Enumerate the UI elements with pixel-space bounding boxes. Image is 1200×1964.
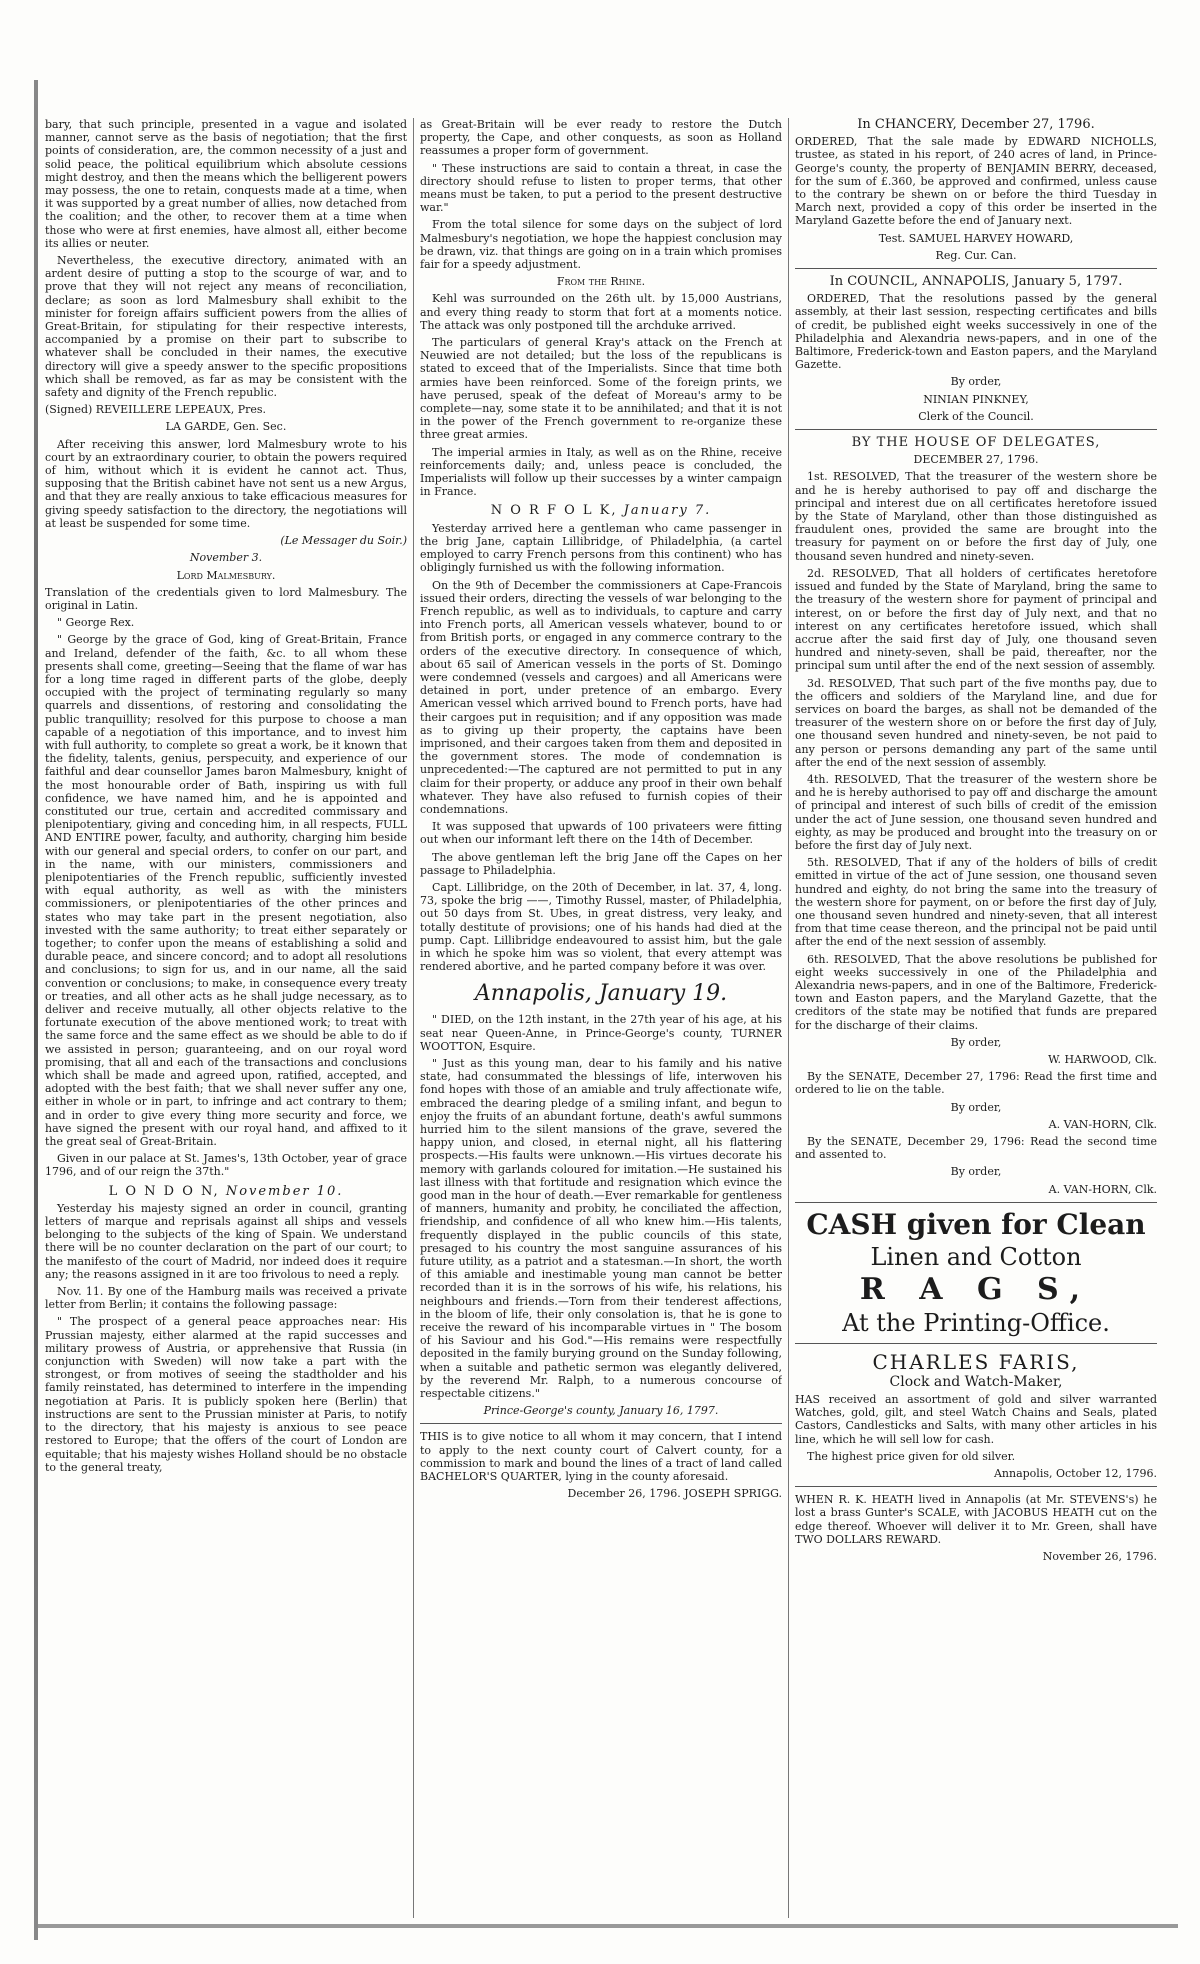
- faris-ad-text: HAS received an assortment of gold and silver warranted Watches, gold, gilt, and steel Watch Chains and Seals, plated Castors, Candlesticks and Salts, with many other articles in his line, which he will sell low for cash.: [795, 1393, 1157, 1446]
- col2-paragraph: On the 9th of December the commissioners at Cape-Francois issued their orders, directing the vessels of war belonging to the French republic, as well as to individuals, to capture and carry into French ports, all American vessels whatever, bound to or from British ports, or engaged in any commerce contrary to the orders of the executive directory. In consequence of which, about 65 sail of American vessels in the ports of St. Domingo were condemned (vessels and cargoes) and all Americans were detained in port, under pretence of an embargo. Every American vessel which arrived bound to French ports, have had their cargoes put in requisition; and if any opposition was made as to giving up their property, the captains have been imprisoned, and their cargoes taken from them and deposited in the government stores. The mode of condemnation is unprecedented:—The captured are not permitted to put in any claim for their property, or adduce any proof in their own behalf whatever. They have also refused to furnish copies of their condemnations.: [420, 578, 782, 816]
- col1-paragraph: " George Rex.: [57, 616, 135, 630]
- column-3: [795, 118, 1157, 1918]
- section-heading: From the Rhine.: [556, 275, 646, 289]
- divider: [795, 429, 1157, 430]
- col1-paragraph: " The prospect of a general peace approaches near: His Prussian majesty, either alarmed at the rapid successes and military prowess of Austria, or apprehensive that Russia (in conjunction with Sweden) will now take a part with the strongest, or from motives of seeing the stadtholder and his family reinstated, has determined to interfere in the impending negotiation at Paris. It is publicly spoken here (Berlin) that instructions are sent to the Prussian minister at Paris, to notify to the directory, that his majesty is anxious to see peace restored to Europe; that the offers of the court of London are equitable; that his majesty wishes Holland should be no obstacle to the general treaty,: [45, 1315, 407, 1474]
- harwood-signature: W. HARWOOD, Clk.: [1048, 1053, 1157, 1066]
- chancery-signature: Test. SAMUEL HARVEY HOWARD,: [878, 231, 1074, 245]
- col2-paragraph: The imperial armies in Italy, as well as on the Rhine, receive reinforcements daily; and, unless peace is concluded, the Imperialists will follow up their successes by a winter campaign in France.: [420, 445, 782, 499]
- resolution: 2d. RESOLVED, That all holders of certificates heretofore issued and funded by the State of Maryland, bring the same to the treasury of the western shore for payment of principal and interest, on or before the first day of July next, and that no interest on any certificates heretofore issued, which shall accrue after the said first day of July, one thousand seven hundred and ninety-seven, shall be paid, thereafter, nor the principal sum until after the end of the next session of assembly.: [795, 566, 1157, 673]
- col1-paragraph: bary, that such principle, presented in a vague and isolated manner, cannot serve as the basis of negotiation; that the first points of consideration, are, the common necessity of a just and solid peace, the political equilibrium which absolute cessions might destroy, and then the means which the belligerent powers may possess, the one to retain, conquests made at a time, when it was supported by a great number of allies, now detached from the coalition; and the other, to recover them at a time when those who were at first enemies, have almost all, either become its allies or neuter.: [45, 118, 407, 250]
- faris-ad-text: The highest price given for old silver.: [807, 1449, 1016, 1463]
- col1-paragraph: Yesterday his majesty signed an order in council, granting letters of marque and reprisals against all ships and vessels belonging to the subjects of the king of Spain. We understand there will be no counter declaration on the part of our court; to the manifesto of the court of Madrid, nor indeed does it require any; the reasons assigned in it are too frivolous to need a reply.: [45, 1201, 407, 1281]
- by-order: By order,: [950, 1165, 1002, 1179]
- source-credit: (Le Messager du Soir.): [280, 534, 407, 548]
- dateline: November 3.: [189, 551, 263, 565]
- col2-paragraph: Yesterday arrived here a gentleman who came passenger in the brig Jane, captain Lillibridge, of Philadelphia, (a cartel employed to carry French persons from this continent) who has obligingly furnished us with the following information.: [420, 521, 782, 575]
- rags-ad-line-4: At the Printing-Office.: [842, 1308, 1110, 1337]
- resolution: 3d. RESOLVED, That such part of the five months pay, due to the officers and soldiers of the Maryland line, and due for services on board the barges, as shall not be demanded of the treasurer of the western shore on or before the first day of July, one thousand seven hundred and ninety-seven, be not paid to any person or persons demanding any part of the same until after the end of the next session of assembly.: [795, 676, 1157, 769]
- divider: [420, 1423, 782, 1424]
- scan-bottom-edge: [38, 1924, 1178, 1928]
- rags-ad-line-1: CASH given for Clean: [806, 1207, 1146, 1241]
- col1-paragraph: After receiving this answer, lord Malmesbury wrote to his court by an extraordinary courier, to obtain the powers required of him, without which it is evident he cannot act. Thus, supposing that the British cabinet have not sent us a new Argus, and that they are really anxious to take efficacious measures for giving speedy satisfaction to the directory, the negotiations will at least be suspended for some time.: [45, 437, 407, 530]
- notice-paragraph: THIS is to give notice to all whom it may concern, that I intend to apply to the next county court of Calvert county, for a commission to mark and bound the lines of a tract of land called BACHELOR'S QUARTER, lying in the county aforesaid.: [420, 1430, 782, 1484]
- heading-date: January 7.: [623, 503, 712, 519]
- col2-paragraph: From the total silence for some days on the subject of lord Malmesbury's negotiation, we hope the happiest conclusion may be drawn, viz. that things are going on in a train which promises fair for a speedy adjustment.: [420, 218, 782, 272]
- section-heading-london: [45, 1185, 407, 1198]
- obituary-place: Prince-George's county, January 16, 1797.: [483, 1404, 719, 1418]
- vanhorn-signature: A. VAN-HORN, Clk.: [1048, 1117, 1157, 1131]
- scan-left-edge: [34, 80, 38, 1940]
- col1-paragraph: " George by the grace of God, king of Great-Britain, France and Ireland, defender of the faith, &c. to all whom these presents shall come, greeting—Seeing that the flame of war has for a long time raged in different parts of the globe, deeply occupied with the project of terminating regularly so many quarrels and dissentions, of restoring and consolidating the public tranquillity; resolved for this purpose to choose a man capable of a negotiation of this importance, and to invest him with full authority, to complete so great a work, be it known that the fidelity, talents, genius, perspecuity, and experience of our faithful and dear counsellor James baron Malmesbury, knight of the most honourable order of Bath, inspiring us with full confidence, we have named him, and he is appointed and constituted our true, certain and accredited commissary and plenipotentiary, giving and conceding him, in all respects, FULL AND ENTIRE power, faculty, and authority, charging him beside with our general and special orders, to confer on our part, and in the name, with our ministers, commissioners and plenipotentiaries of the French republic, sufficiently invested with equal authority, as well as with the ministers commissioners, or plenipotentiaries of the other princes and states who may take part in the present negotiation, also invested with the same authority; to treat either separately or together; to confer upon the means of establishing a solid and durable peace, and sincere concord; and to adopt all resolutions and conclusions; to sign for us, and in our name, all the said convention or conclusions; to make, in consequence every treaty or treaties, and all other acts as he shall judge necessary, as to deliver and receive mutually, all other objects relative to the fortunate execution of the above mentioned work; to treat with the same force and the same effect as we should be able to do if we assisted in person; guaranteeing, and on our royal word promising, that all and each of the transactions and conclusions which shall be made and agreed upon, ratified, accepted, and adopted with the best faith; that we shall never suffer any one, either in whole or in part, to infringe and act contrary to them; and in order to give every thing more security and force, we have signed the present with our royal hand, and affixed to it the great seal of Great-Britain.: [45, 633, 407, 1149]
- chancery-title: Reg. Cur. Can.: [935, 248, 1017, 262]
- signature: LA GARDE, Gen. Sec.: [165, 420, 287, 434]
- chancery-heading: In CHANCERY, December 27, 1796.: [857, 118, 1095, 132]
- divider: [795, 1202, 1157, 1203]
- rags-ad-line-3: R A G S,: [859, 1271, 1093, 1307]
- faris-ad-date: Annapolis, October 12, 1796.: [993, 1467, 1157, 1481]
- senate-note: By the SENATE, December 27, 1796: Read the first time and ordered to lie on the table.: [795, 1070, 1157, 1097]
- resolution: 5th. RESOLVED, That if any of the holders of bills of credit emitted in virtue of the act of June session, one thousand seven hundred and eighty, do not bring the same into the treasury of the western shore for payment, on or before the first day of July, one thousand seven hundred and ninety-seven, that all interest from that time cease thereon, and the principal not be paid until after the end of the next session of assembly.: [795, 856, 1157, 949]
- column-2: [420, 118, 782, 1918]
- section-heading-norfolk: [420, 504, 782, 517]
- heading-text: N O R F O L K,: [490, 503, 618, 519]
- annapolis-dateline: Annapolis, January 19.: [474, 981, 728, 1007]
- col2-paragraph: as Great-Britain will be ever ready to restore the Dutch property, the Cape, and other conquests, as soon as Holland reassumes a proper form of government.: [420, 118, 782, 158]
- council-title: Clerk of the Council.: [918, 409, 1034, 423]
- house-heading: BY THE HOUSE OF DELEGATES,: [851, 435, 1101, 451]
- col2-paragraph: The particulars of general Kray's attack on the French at Neuwied are not detailed; but the loss of the republicans is stated to exceed that of the Imperialists. Since that time both armies have been reinforced. Some of the foreign prints, we have perused, speak of the defeat of Moreau's army to be complete—nay, some state it to be annihilated; and that it is not in the power of the French government to re-organize these three great armies.: [420, 336, 782, 442]
- by-order: By order,: [950, 1035, 1002, 1049]
- council-order: ORDERED, That the resolutions passed by the general assembly, at their last session, respecting certificates and bills of credit, be published eight weeks successively in one of the Philadelphia and Alexandria news-papers, and in one of the Baltimore, Frederick-town and Easton papers, and the Maryland Gazette.: [795, 292, 1157, 372]
- divider: [795, 1343, 1157, 1344]
- house-date: DECEMBER 27, 1796.: [913, 453, 1039, 467]
- divider: [795, 1486, 1157, 1487]
- council-signature: NINIAN PINKNEY,: [923, 392, 1029, 406]
- obituary-paragraph: " Just as this young man, dear to his family and his native state, had consummated the blessings of life, interwoven his fond hopes with those of an amiable and truly affectionate wife, embraced the dearing pledge of a smiling infant, and begun to enjoy the fruits of an abundant fortune, death's awful summons hurried him to the silent mansions of the grave, severed the happy union, and closed, in eternal night, all his flattering prospects.—His faults were unknown.—His virtues decorate his memory with garlands coloured for imitation.—He sustained his last illness with that fortitude and resignation which evince the good man in the hour of death.—Ever remarkable for gentleness of manners, humanity and probity, he conciliated the affection, friendship, and confidence of all who knew him.—His talents, frequently displayed in the public councils of this state, presaged to his country the most sanguine assurances of his future utility, as a patriot and a statesman.—In short, the worth of this amiable and inestimable young man cannot be better recorded than it is in the sorrows of his wife, his relations, his neighbours and friends.—Torn from their tenderest affections, in the bloom of life, their only consolation is, that he is gone to receive the reward of his incomparable virtues in " The bosom of his Saviour and his God."—His remains were respectfully deposited in the family burying ground on the Sunday following, when a suitable and pathetic sermon was elegantly delivered, by the reverend Mr. Ralph, to a numerous concourse of respectable citizens.": [420, 1057, 782, 1401]
- council-heading: In COUNCIL, ANNAPOLIS, January 5, 1797.: [829, 274, 1123, 290]
- column-rule-2: [788, 118, 789, 1918]
- faris-ad-trade: Clock and Watch-Maker,: [889, 1373, 1063, 1390]
- col2-paragraph: The above gentleman left the brig Jane off the Capes on her passage to Philadelphia.: [420, 850, 782, 877]
- heath-ad-text: WHEN R. K. HEATH lived in Annapolis (at Mr. STEVENS's) he lost a brass Gunter's SCALE, with JACOBUS HEATH cut on the edge thereof. Whoever will deliver it to Mr. Green, shall have TWO DOLLARS REWARD.: [795, 1493, 1157, 1546]
- by-order: By order,: [950, 375, 1002, 389]
- col1-paragraph: Nevertheless, the executive directory, animated with an ardent desire of putting a stop to the scourge of war, and to prove that they will not reject any means of reconciliation, declare; as soon as lord Malmesbury shall exhibit to the minister for foreign affairs sufficient powers from the allies of Great-Britain, for stipulating for their respective interests, accompanied by a promise on their part to subscribe to whatever shall be concluded in their names, the executive directory will give a speedy answer to the specific propositions which shall be removed, as far as may be consistent with the safety and dignity of the French republic.: [45, 254, 407, 400]
- column-1: [45, 118, 407, 1918]
- col2-paragraph: " These instructions are said to contain a threat, in case the directory should refuse to listen to proper terms, that other means must be taken, to put a period to the present destructive war.": [420, 161, 782, 215]
- signature: (Signed) REVEILLERE LEPEAUX, Pres.: [45, 403, 267, 417]
- heading-text: L O N D O N,: [108, 1183, 220, 1199]
- by-order: By order,: [950, 1100, 1002, 1114]
- resolution: 6th. RESOLVED, That the above resolutions be published for eight weeks successively in one of the Philadelphia and Alexandria news-papers, and in one of the Baltimore, Frederick-town and Easton papers, and the Maryland Gazette, that the creditors of the state may be notified that funds are prepared for the discharge of their claims.: [795, 952, 1157, 1032]
- heath-ad-date: November 26, 1796.: [1042, 1550, 1157, 1564]
- col2-paragraph: Capt. Lillibridge, on the 20th of December, in lat. 37, 4, long. 73, spoke the brig ——, Timothy Russel, master, of Philadelphia, out 50 days from St. Ubes, in great distress, very leaky, and totally destitute of provisions; one of his hands had died at the pump. Capt. Lillibridge endeavoured to assist him, but the gale in which he spoke him was so violent, that every attempt was rendered abortive, and he parted company before it was over.: [420, 880, 782, 974]
- divider: [795, 268, 1157, 269]
- col1-paragraph: Translation of the credentials given to lord Malmesbury. The original in Latin.: [45, 585, 407, 612]
- section-heading: Lord Malmesbury.: [176, 568, 276, 582]
- obituary-paragraph: " DIED, on the 12th instant, in the 27th year of his age, at his seat near Queen-Anne, in Prince-George's county, TURNER WOOTTON, Esquire.: [420, 1013, 782, 1053]
- chancery-order: ORDERED, That the sale made by EDWARD NICHOLLS, trustee, as stated in his report, of 240 acres of land, in Prince-George's county, the property of BENJAMIN BERRY, deceased, for the sum of £.360, be approved and confirmed, unless cause to the contrary be shewn on or before the third Tuesday in March next, provided a copy of this order be inserted in the Maryland Gazette before the end of January next.: [795, 135, 1157, 228]
- col2-paragraph: Kehl was surrounded on the 26th ult. by 15,000 Austrians, and every thing ready to storm that fort at a moments notice. The attack was only postponed till the archduke arrived.: [420, 292, 782, 332]
- col1-paragraph: Given in our palace at St. James's, 13th October, year of grace 1796, and of our reign the 37th.": [45, 1152, 407, 1179]
- vanhorn-signature: A. VAN-HORN, Clk.: [1048, 1182, 1157, 1196]
- notice-signature: December 26, 1796. JOSEPH SPRIGG.: [567, 1487, 782, 1501]
- col2-paragraph: It was supposed that upwards of 100 privateers were fitting out when our informant left there on the 14th of December.: [420, 820, 782, 847]
- rags-ad-line-2: Linen and Cotton: [870, 1242, 1082, 1271]
- resolution: 4th. RESOLVED, That the treasurer of the western shore be and he is hereby authorised to pay off and discharge the amount of principal and interest of such bills of credit of the emission under the act of June session, one thousand seven hundred and eighty, as may be produced and brought into the treasury on or before the first day of July next.: [795, 772, 1157, 852]
- faris-ad-name: CHARLES FARIS,: [872, 1349, 1080, 1374]
- heading-date: November 10.: [225, 1183, 344, 1199]
- senate-note: By the SENATE, December 29, 1796: Read the second time and assented to.: [795, 1135, 1157, 1162]
- col1-paragraph: Nov. 11. By one of the Hamburg mails was received a private letter from Berlin; it contains the following passage:: [45, 1285, 407, 1312]
- column-rule-1: [413, 118, 414, 1918]
- resolution: 1st. RESOLVED, That the treasurer of the western shore be and he is hereby authorised to pay off and discharge the principal and interest due on all certificates heretofore issued by the State of Maryland, other than those distinguished as fraudulent ones, provided the same are brought into the treasury for payment on or before the first day of July, one thousand seven hundred and ninety-seven.: [795, 470, 1157, 563]
